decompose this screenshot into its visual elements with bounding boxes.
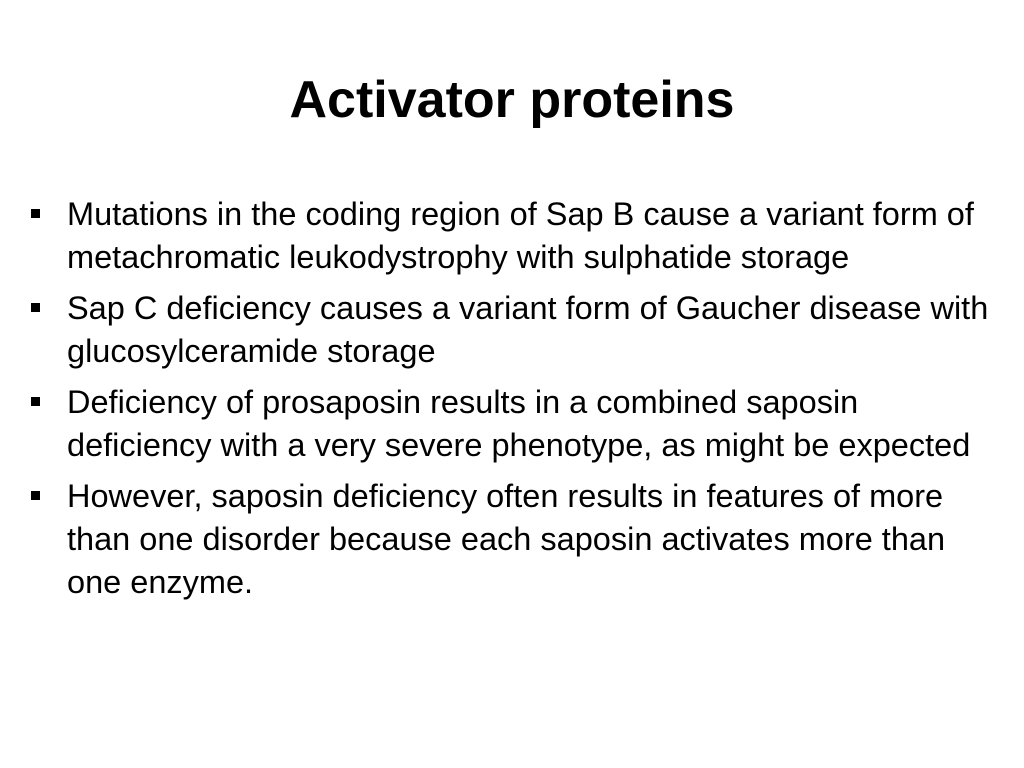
slide-title: Activator proteins: [289, 71, 735, 129]
square-bullet-icon: [31, 491, 40, 500]
bullet-text: Deficiency of prosaposin results in a combined saposin deficiency with a very severe phenotype, as might be expected: [67, 384, 971, 463]
bullet-item: [30, 287, 1005, 373]
square-bullet-icon: [31, 397, 40, 406]
bullet-item: [30, 193, 1005, 279]
bullet-item: [30, 381, 1005, 467]
square-bullet-icon: [31, 303, 40, 312]
bullet-text: Sap C deficiency causes a variant form of Gaucher disease with glucosylceramide storage: [67, 290, 989, 369]
bullet-item: [30, 475, 1005, 604]
bullet-text: Mutations in the coding region of Sap B cause a variant form of metachromatic leukodystrophy with sulphatide storage: [67, 196, 974, 275]
square-bullet-icon: [31, 209, 40, 218]
bullet-list: [30, 193, 1005, 612]
bullet-text: However, saposin deficiency often results in features of more than one disorder because each saposin activates more than one enzyme.: [67, 478, 946, 600]
